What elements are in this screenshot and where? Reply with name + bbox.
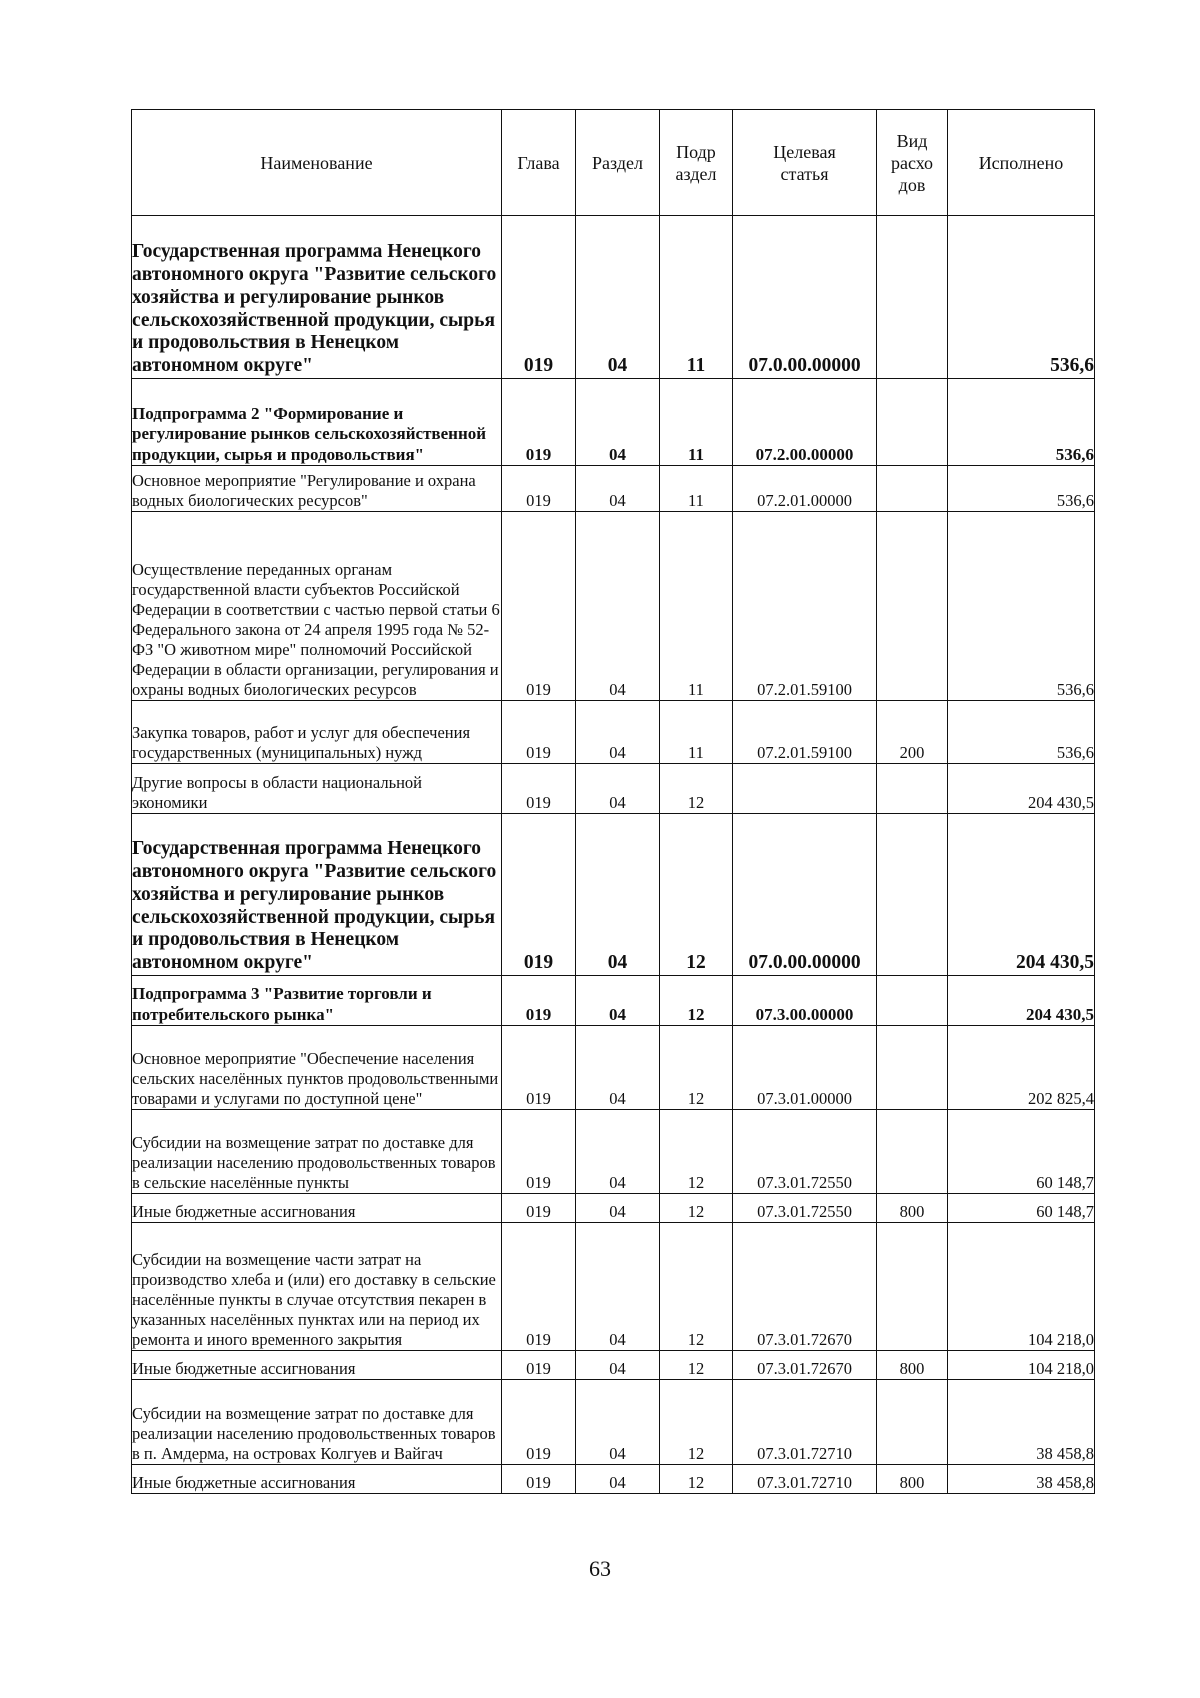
row-chapter: 019 <box>502 379 576 466</box>
row-expense-type <box>877 512 948 701</box>
row-target-article: 07.2.01.59100 <box>733 701 877 764</box>
row-subsection: 12 <box>660 1110 733 1194</box>
row-section: 04 <box>576 701 660 764</box>
row-executed: 204 430,5 <box>948 976 1095 1026</box>
table-row <box>132 814 1095 976</box>
row-chapter: 019 <box>502 764 576 814</box>
row-target-article: 07.3.01.72550 <box>733 1110 877 1194</box>
row-subsection: 12 <box>660 1351 733 1380</box>
row-executed: 60 148,7 <box>948 1194 1095 1223</box>
row-target-article: 07.3.01.72710 <box>733 1380 877 1465</box>
row-section: 04 <box>576 1223 660 1351</box>
row-executed: 536,6 <box>948 701 1095 764</box>
row-target-article: 07.2.01.59100 <box>733 512 877 701</box>
row-name: Иные бюджетные ассигнования <box>132 1465 502 1494</box>
row-chapter: 019 <box>502 466 576 512</box>
row-expense-type <box>877 814 948 976</box>
table-row <box>132 976 1095 1026</box>
row-name: Подпрограмма 3 "Развитие торговли и потребительского рынка" <box>132 976 502 1026</box>
row-name: Государственная программа Ненецкого автономного округа "Развитие сельского хозяйства и регулирование рынков сельскохозяйственной продукции, сырья и продовольствия в Ненецком автономном округе" <box>132 216 502 379</box>
header-name: Наименование <box>132 110 502 216</box>
row-executed: 204 430,5 <box>948 764 1095 814</box>
row-expense-type: 800 <box>877 1351 948 1380</box>
row-name: Государственная программа Ненецкого автономного округа "Развитие сельского хозяйства и регулирование рынков сельскохозяйственной продукции, сырья и продовольствия в Ненецком автономном округе" <box>132 814 502 976</box>
row-subsection: 12 <box>660 814 733 976</box>
row-section: 04 <box>576 466 660 512</box>
row-name: Субсидии на возмещение части затрат на производство хлеба и (или) его доставку в сельские населённые пункты в случае отсутствия пекарен в указанных населённых пунктах или на период их ремонта и иного временного закрытия <box>132 1223 502 1351</box>
row-executed: 536,6 <box>948 379 1095 466</box>
row-name: Субсидии на возмещение затрат по доставке для реализации населению продовольственных товаров в п. Амдерма, на островах Колгуев и Вайгач <box>132 1380 502 1465</box>
row-section: 04 <box>576 1465 660 1494</box>
row-expense-type <box>877 216 948 379</box>
table-row <box>132 379 1095 466</box>
row-expense-type: 800 <box>877 1194 948 1223</box>
row-expense-type <box>877 379 948 466</box>
row-name: Субсидии на возмещение затрат по доставке для реализации населению продовольственных товаров в сельские населённые пункты <box>132 1110 502 1194</box>
row-name: Осуществление переданных органам государственной власти субъектов Российской Федерации в соответствии с частью первой статьи 6 Федерального закона от 24 апреля 1995 года № 52-ФЗ "О животном мире" полномочий Российской Федерации в области организации, регулирования и охраны водных биологических ресурсов <box>132 512 502 701</box>
table-row <box>132 216 1095 379</box>
table-row <box>132 466 1095 512</box>
row-name: Иные бюджетные ассигнования <box>132 1194 502 1223</box>
table-row <box>132 512 1095 701</box>
row-expense-type <box>877 1026 948 1110</box>
row-name: Иные бюджетные ассигнования <box>132 1351 502 1380</box>
row-expense-type <box>877 466 948 512</box>
row-target-article: 07.3.01.72670 <box>733 1223 877 1351</box>
row-executed: 104 218,0 <box>948 1223 1095 1351</box>
row-chapter: 019 <box>502 1110 576 1194</box>
row-expense-type <box>877 1223 948 1351</box>
row-name: Основное мероприятие "Регулирование и охрана водных биологических ресурсов" <box>132 466 502 512</box>
header-expense-type: Вид расхо дов <box>877 110 948 216</box>
header-chapter: Глава <box>502 110 576 216</box>
row-expense-type <box>877 976 948 1026</box>
row-subsection: 12 <box>660 976 733 1026</box>
row-executed: 536,6 <box>948 512 1095 701</box>
row-chapter: 019 <box>502 1380 576 1465</box>
row-executed: 104 218,0 <box>948 1351 1095 1380</box>
header-executed: Исполнено <box>948 110 1095 216</box>
row-subsection: 12 <box>660 1223 733 1351</box>
row-name: Основное мероприятие "Обеспечение населения сельских населённых пунктов продовольственными товарами и услугами по доступной цене" <box>132 1026 502 1110</box>
table-row <box>132 764 1095 814</box>
row-target-article: 07.2.00.00000 <box>733 379 877 466</box>
row-subsection: 11 <box>660 466 733 512</box>
row-section: 04 <box>576 1026 660 1110</box>
row-name: Другие вопросы в области национальной экономики <box>132 764 502 814</box>
row-section: 04 <box>576 1194 660 1223</box>
table-row <box>132 1194 1095 1223</box>
row-chapter: 019 <box>502 701 576 764</box>
row-chapter: 019 <box>502 1194 576 1223</box>
row-section: 04 <box>576 512 660 701</box>
row-section: 04 <box>576 216 660 379</box>
table-row <box>132 1223 1095 1351</box>
table-row <box>132 1465 1095 1494</box>
header-target-article: Целевая статья <box>733 110 877 216</box>
row-expense-type <box>877 1110 948 1194</box>
row-target-article: 07.3.00.00000 <box>733 976 877 1026</box>
row-section: 04 <box>576 1380 660 1465</box>
row-name: Закупка товаров, работ и услуг для обеспечения государственных (муниципальных) нужд <box>132 701 502 764</box>
row-target-article: 07.3.01.72550 <box>733 1194 877 1223</box>
row-subsection: 12 <box>660 1380 733 1465</box>
row-target-article <box>733 764 877 814</box>
row-target-article: 07.2.01.00000 <box>733 466 877 512</box>
table-row <box>132 1110 1095 1194</box>
row-section: 04 <box>576 976 660 1026</box>
row-section: 04 <box>576 1351 660 1380</box>
row-target-article: 07.3.01.72710 <box>733 1465 877 1494</box>
row-target-article: 07.0.00.00000 <box>733 216 877 379</box>
row-target-article: 07.3.01.72670 <box>733 1351 877 1380</box>
row-executed: 536,6 <box>948 216 1095 379</box>
page-number: 63 <box>589 1556 611 1581</box>
row-section: 04 <box>576 814 660 976</box>
table-row <box>132 1351 1095 1380</box>
row-subsection: 12 <box>660 1194 733 1223</box>
table-row <box>132 1026 1095 1110</box>
row-section: 04 <box>576 764 660 814</box>
row-expense-type <box>877 764 948 814</box>
row-chapter: 019 <box>502 814 576 976</box>
row-chapter: 019 <box>502 1223 576 1351</box>
row-subsection: 12 <box>660 764 733 814</box>
row-executed: 202 825,4 <box>948 1026 1095 1110</box>
row-expense-type <box>877 1380 948 1465</box>
header-row <box>132 110 1095 216</box>
table-header <box>132 110 1095 216</box>
row-subsection: 12 <box>660 1465 733 1494</box>
row-chapter: 019 <box>502 976 576 1026</box>
table-row <box>132 1380 1095 1465</box>
header-subsection: Подр аздел <box>660 110 733 216</box>
table-body <box>132 216 1095 1494</box>
budget-table <box>131 109 1095 1494</box>
row-section: 04 <box>576 379 660 466</box>
row-expense-type: 200 <box>877 701 948 764</box>
row-name: Подпрограмма 2 "Формирование и регулирование рынков сельскохозяйственной продукции, сырья и продовольствия" <box>132 379 502 466</box>
row-executed: 536,6 <box>948 466 1095 512</box>
row-subsection: 12 <box>660 1026 733 1110</box>
row-executed: 38 458,8 <box>948 1380 1095 1465</box>
row-subsection: 11 <box>660 216 733 379</box>
row-subsection: 11 <box>660 512 733 701</box>
row-target-article: 07.3.01.00000 <box>733 1026 877 1110</box>
row-section: 04 <box>576 1110 660 1194</box>
row-executed: 204 430,5 <box>948 814 1095 976</box>
row-chapter: 019 <box>502 512 576 701</box>
row-executed: 38 458,8 <box>948 1465 1095 1494</box>
row-executed: 60 148,7 <box>948 1110 1095 1194</box>
row-chapter: 019 <box>502 1351 576 1380</box>
row-chapter: 019 <box>502 1026 576 1110</box>
row-target-article: 07.0.00.00000 <box>733 814 877 976</box>
row-subsection: 11 <box>660 701 733 764</box>
row-chapter: 019 <box>502 1465 576 1494</box>
row-expense-type: 800 <box>877 1465 948 1494</box>
row-subsection: 11 <box>660 379 733 466</box>
header-section: Раздел <box>576 110 660 216</box>
table-row <box>132 701 1095 764</box>
row-chapter: 019 <box>502 216 576 379</box>
